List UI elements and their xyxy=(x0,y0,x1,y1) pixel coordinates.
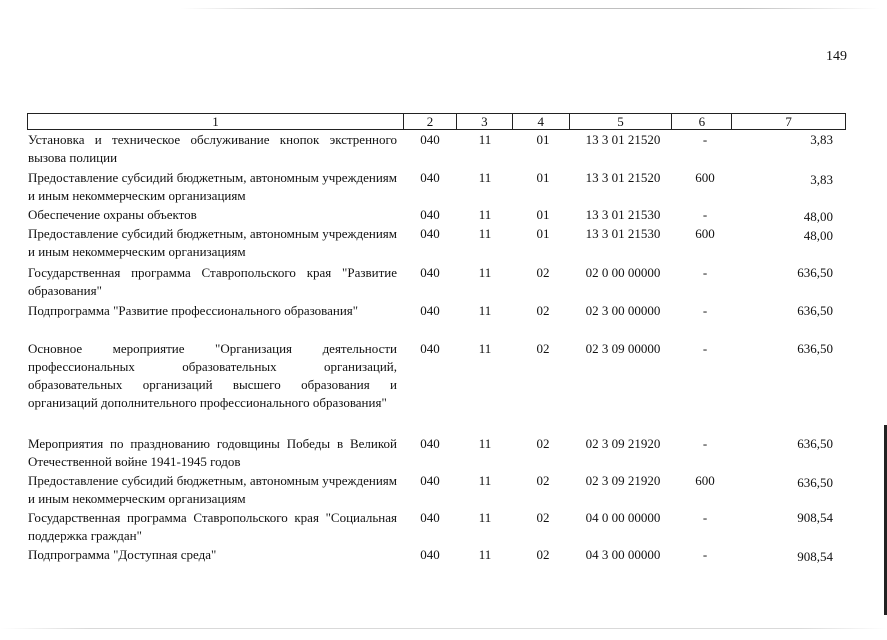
row-name: Предоставление субсидий бюджетным, автономным учреждениям и иным некоммерческим организациям xyxy=(28,170,397,203)
row-name: Подпрограмма "Доступная среда" xyxy=(28,547,217,562)
row-pr: 02 xyxy=(536,303,550,318)
row-cs: 02 3 09 21920 xyxy=(585,436,661,451)
row-gr: 040 xyxy=(420,265,440,280)
scan-artifact-bottom xyxy=(0,628,887,629)
row-cs: 13 3 01 21520 xyxy=(585,132,661,147)
row-pr: 02 xyxy=(536,436,550,451)
row-vr: 600 xyxy=(695,473,715,488)
row-pr: 02 xyxy=(536,341,550,356)
row-cs: 04 3 00 00000 xyxy=(585,547,661,562)
row-rz: 11 xyxy=(478,436,492,451)
row-vr: - xyxy=(702,436,708,451)
row-gr: 040 xyxy=(420,510,440,525)
row-name: Мероприятия по празднованию годовщины Победы в Великой Отечественной войне 1941-1945 годов xyxy=(28,436,397,469)
header-cell-7: 7 xyxy=(785,114,792,129)
row-vr: - xyxy=(702,132,708,147)
row-cs: 02 0 00 00000 xyxy=(585,265,661,280)
row-sum: 908,54 xyxy=(797,510,833,525)
row-sum: 48,00 xyxy=(803,209,833,224)
header-cell-4: 4 xyxy=(513,114,570,129)
row-sum: 3,83 xyxy=(810,132,833,147)
table-header-row xyxy=(27,113,846,130)
row-pr: 02 xyxy=(536,510,550,525)
header-cell-1: 1 xyxy=(28,114,404,129)
row-sum: 636,50 xyxy=(797,303,833,318)
header-cell-6: 6 xyxy=(672,114,732,129)
row-rz: 11 xyxy=(478,132,492,147)
scan-artifact-top xyxy=(180,8,880,9)
row-vr: - xyxy=(702,265,708,280)
row-rz: 11 xyxy=(478,510,492,525)
row-name: Основное мероприятие "Организация деятельности профессиональных образовательных организаций, образовательных организаций высшего образования и организаций дополнительного профессионального образования" xyxy=(28,341,397,410)
row-name: Установка и техническое обслуживание кнопок экстренного вызова полиции xyxy=(28,132,397,165)
row-pr: 01 xyxy=(536,226,550,241)
row-cs: 04 0 00 00000 xyxy=(585,510,661,525)
row-sum: 636,50 xyxy=(797,341,833,356)
row-vr: - xyxy=(702,207,708,222)
row-gr: 040 xyxy=(420,473,440,488)
row-cs: 02 3 09 21920 xyxy=(585,473,661,488)
row-pr: 02 xyxy=(536,473,550,488)
row-rz: 11 xyxy=(478,303,492,318)
row-sum: 48,00 xyxy=(803,228,833,243)
row-rz: 11 xyxy=(478,207,492,222)
row-rz: 11 xyxy=(478,473,492,488)
row-gr: 040 xyxy=(420,207,440,222)
row-gr: 040 xyxy=(420,132,440,147)
row-name: Обеспечение охраны объектов xyxy=(28,207,197,222)
row-vr: 600 xyxy=(695,226,715,241)
row-cs: 02 3 00 00000 xyxy=(585,303,661,318)
row-vr: - xyxy=(702,341,708,356)
header-cell-3: 3 xyxy=(457,114,513,129)
row-gr: 040 xyxy=(420,226,440,241)
row-gr: 040 xyxy=(420,436,440,451)
row-sum: 908,54 xyxy=(797,549,833,564)
row-cs: 13 3 01 21530 xyxy=(585,226,661,241)
row-pr: 01 xyxy=(536,132,550,147)
row-gr: 040 xyxy=(420,547,440,562)
row-vr: - xyxy=(702,547,708,562)
row-name: Подпрограмма "Развитие профессионального образования" xyxy=(28,303,359,318)
row-sum: 636,50 xyxy=(797,436,833,451)
row-name: Государственная программа Ставропольского края "Социальная поддержка граждан" xyxy=(28,510,397,543)
row-name: Предоставление субсидий бюджетным, автономным учреждениям и иным некоммерческим организациям xyxy=(28,473,397,506)
row-vr: - xyxy=(702,510,708,525)
row-rz: 11 xyxy=(478,547,492,562)
row-vr: - xyxy=(702,303,708,318)
row-sum: 3,83 xyxy=(810,172,833,187)
row-vr: 600 xyxy=(695,170,715,185)
row-gr: 040 xyxy=(420,341,440,356)
header-cell-2: 2 xyxy=(404,114,457,129)
row-name: Предоставление субсидий бюджетным, автономным учреждениям и иным некоммерческим организациям xyxy=(28,226,397,259)
header-cell-5: 5 xyxy=(570,114,673,129)
row-pr: 01 xyxy=(536,170,550,185)
row-gr: 040 xyxy=(420,170,440,185)
row-rz: 11 xyxy=(478,170,492,185)
page-number: 149 xyxy=(826,49,847,64)
row-sum: 636,50 xyxy=(797,475,833,490)
row-pr: 02 xyxy=(536,265,550,280)
row-pr: 02 xyxy=(536,547,550,562)
row-sum: 636,50 xyxy=(797,265,833,280)
row-cs: 13 3 01 21530 xyxy=(585,207,661,222)
row-cs: 13 3 01 21520 xyxy=(585,170,661,185)
row-rz: 11 xyxy=(478,226,492,241)
row-gr: 040 xyxy=(420,303,440,318)
row-cs: 02 3 09 00000 xyxy=(585,341,661,356)
row-rz: 11 xyxy=(478,265,492,280)
row-pr: 01 xyxy=(536,207,550,222)
row-name: Государственная программа Ставропольского края "Развитие образования" xyxy=(28,265,397,298)
row-rz: 11 xyxy=(478,341,492,356)
